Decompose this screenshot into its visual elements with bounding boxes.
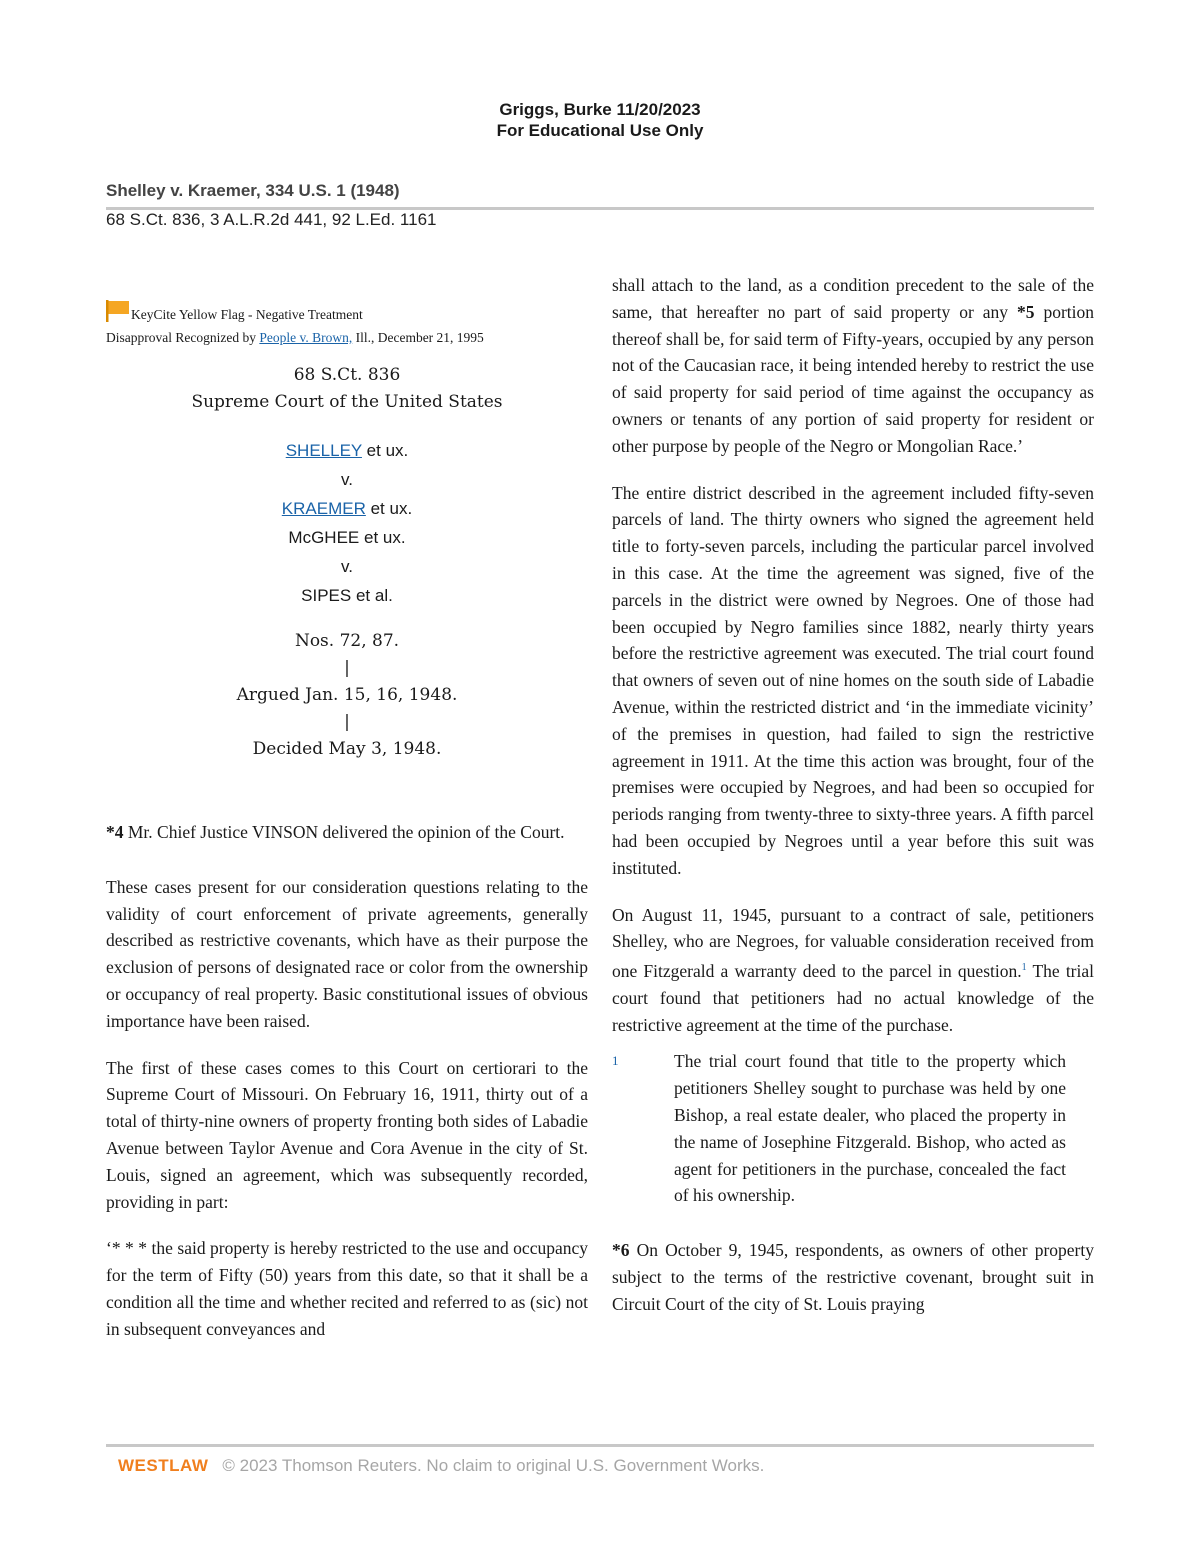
keycite-flag-line <box>106 300 588 328</box>
keycite-treatment: Disapproval Recognized by People v. Brown, Ill., December 21, 1995 <box>106 330 484 345</box>
covenant-quote: ‘* * * the said property is hereby restricted to the use and occupancy for the term of Fifty (50) years from this date, so that it shall be a condition all the time and whether recited and referred to as (sic) not in subsequent conveyances and <box>106 1238 588 1339</box>
caption-separator: | <box>344 712 350 732</box>
footnote-1 <box>612 1048 1094 1209</box>
yellow-flag-icon[interactable] <box>106 300 130 328</box>
caption-separator: | <box>344 658 350 678</box>
caption-docket-numbers: Nos. 72, 87. <box>294 631 400 651</box>
keycite-block <box>106 300 588 348</box>
opinion-paragraph: These cases present for our consideration questions relating to the validity of court enforcement of private agreements, generally described as restrictive covenants, which have as their purpose the exclusion of persons of designated race or color from the ownership or occupancy of real property. Basic constitutional issues of obvious importance have been raised. <box>106 876 588 1031</box>
opinion-paragraph: *6 On October 9, 1945, respondents, as owners of other property subject to the terms of the restrictive covenant, brought suit in Circuit Court of the city of St. Louis praying <box>612 1240 1094 1314</box>
header-educational-notice: For Educational Use Only <box>496 121 704 140</box>
footnote-number[interactable]: 1 <box>612 1053 619 1069</box>
header-user-date: Griggs, Burke 11/20/2023 <box>499 100 701 119</box>
parallel-citations: 68 S.Ct. 836, 3 A.L.R.2d 441, 92 L.Ed. 1161 <box>106 210 437 229</box>
opinion-paragraph: The entire district described in the agreement included fifty-seven parcels of land. The thirty owners who signed the agreement held title to forty-seven parcels, including the particular parcel involved in this case. At the time the agreement was signed, five of the parcels in the district were owned by Negroes. One of those had been occupied by Negro families since 1882, nearly thirty years before the restrictive agreement was executed. The trial court found that owners of seven out of nine homes on the south side of Labadie Avenue, within the restricted district and ‘in the immediate vicinity’ of the premises in question, had failed to sign the restrictive agreement in 1911. At the time this action was brought, four of the premises were occupied by Negroes, and had been so occupied for periods ranging from twenty-three to sixty-three years. A fifth parcel had been occupied by Negroes until a year before this suit was instituted. <box>612 482 1094 878</box>
kraemer-link[interactable]: KRAEMER <box>281 499 366 518</box>
caption-argued-date: Argued Jan. 15, 16, 1948. <box>236 685 458 705</box>
covenant-quote-continued: shall attach to the land, as a condition precedent to the sale of the same, that hereafter no part of said property or any *5 portion thereof shall be, for said term of Fifty-years, occupied by any person not of the Caucasian race, it being intended hereby to restrict the use of said property for said period of time against the occupancy as owners or tenants of any portion of said property for resident or other purpose by people of the Negro or Mongolian Race.’ <box>612 275 1094 456</box>
star-page-5: *5 <box>1016 301 1035 322</box>
left-column <box>106 272 588 1343</box>
opinion-intro: *4 Mr. Chief Justice VINSON delivered the opinion of the Court. <box>106 822 565 842</box>
footer-divider <box>106 1444 1094 1447</box>
caption-party-sipes: SIPES et al. <box>301 586 393 605</box>
caption-party-shelley: SHELLEY et ux. <box>285 441 409 460</box>
people-v-brown-link[interactable]: People v. Brown, <box>259 330 353 345</box>
footnote-text: The trial court found that title to the property which petitioners Shelley sought to purchase was held by one Bishop, a real estate dealer, who placed the property in the name of Josephine Fitzgerald. Bishop, who acted as agent for petitioners in the purchase, concealed the fact of his ownership. <box>674 1051 1066 1206</box>
caption-decided-date: Decided May 3, 1948. <box>252 739 442 759</box>
caption-versus-1: v. <box>341 470 353 489</box>
case-caption <box>106 362 588 763</box>
caption-versus-2: v. <box>341 557 353 576</box>
keycite-label[interactable]: KeyCite Yellow Flag - Negative Treatment <box>131 307 363 322</box>
opinion-paragraph: The first of these cases comes to this Court on certiorari to the Supreme Court of Missouri. On February 16, 1911, thirty out of a total of thirty-nine owners of property fronting both sides of Labadie Avenue between Taylor Avenue and Cora Avenue in the city of St. Louis, signed an agreement, which was subsequently recorded, providing in part: <box>106 1057 588 1212</box>
right-column <box>612 272 1094 1318</box>
westlaw-logo: WESTLAW <box>118 1456 209 1475</box>
star-page-4: *4 <box>106 822 124 842</box>
shelley-link[interactable]: SHELLEY <box>285 441 362 460</box>
opinion-paragraph: On August 11, 1945, pursuant to a contract of sale, petitioners Shelley, who are Negroes, for valuable consideration received from one Fitzgerald a warranty deed to the parcel in question.$^1$ The trial court found that petitioners had no actual knowledge of the restrictive agreement at the time of the purchase. <box>612 904 1095 1035</box>
caption-party-mcghee: McGHEE et ux. <box>288 528 406 547</box>
caption-court: Supreme Court of the United States <box>191 392 503 412</box>
case-title: Shelley v. Kraemer, 334 U.S. 1 (1948) <box>106 181 400 200</box>
footnote-reference-1[interactable]: 1 <box>1021 962 1027 974</box>
star-page-6: *6 <box>612 1240 630 1261</box>
caption-party-kraemer: KRAEMER et ux. <box>281 499 413 518</box>
copyright-notice: © 2023 Thomson Reuters. No claim to original U.S. Government Works. <box>222 1456 765 1475</box>
footer <box>118 1456 764 1476</box>
caption-reporter: 68 S.Ct. 836 <box>293 365 401 385</box>
